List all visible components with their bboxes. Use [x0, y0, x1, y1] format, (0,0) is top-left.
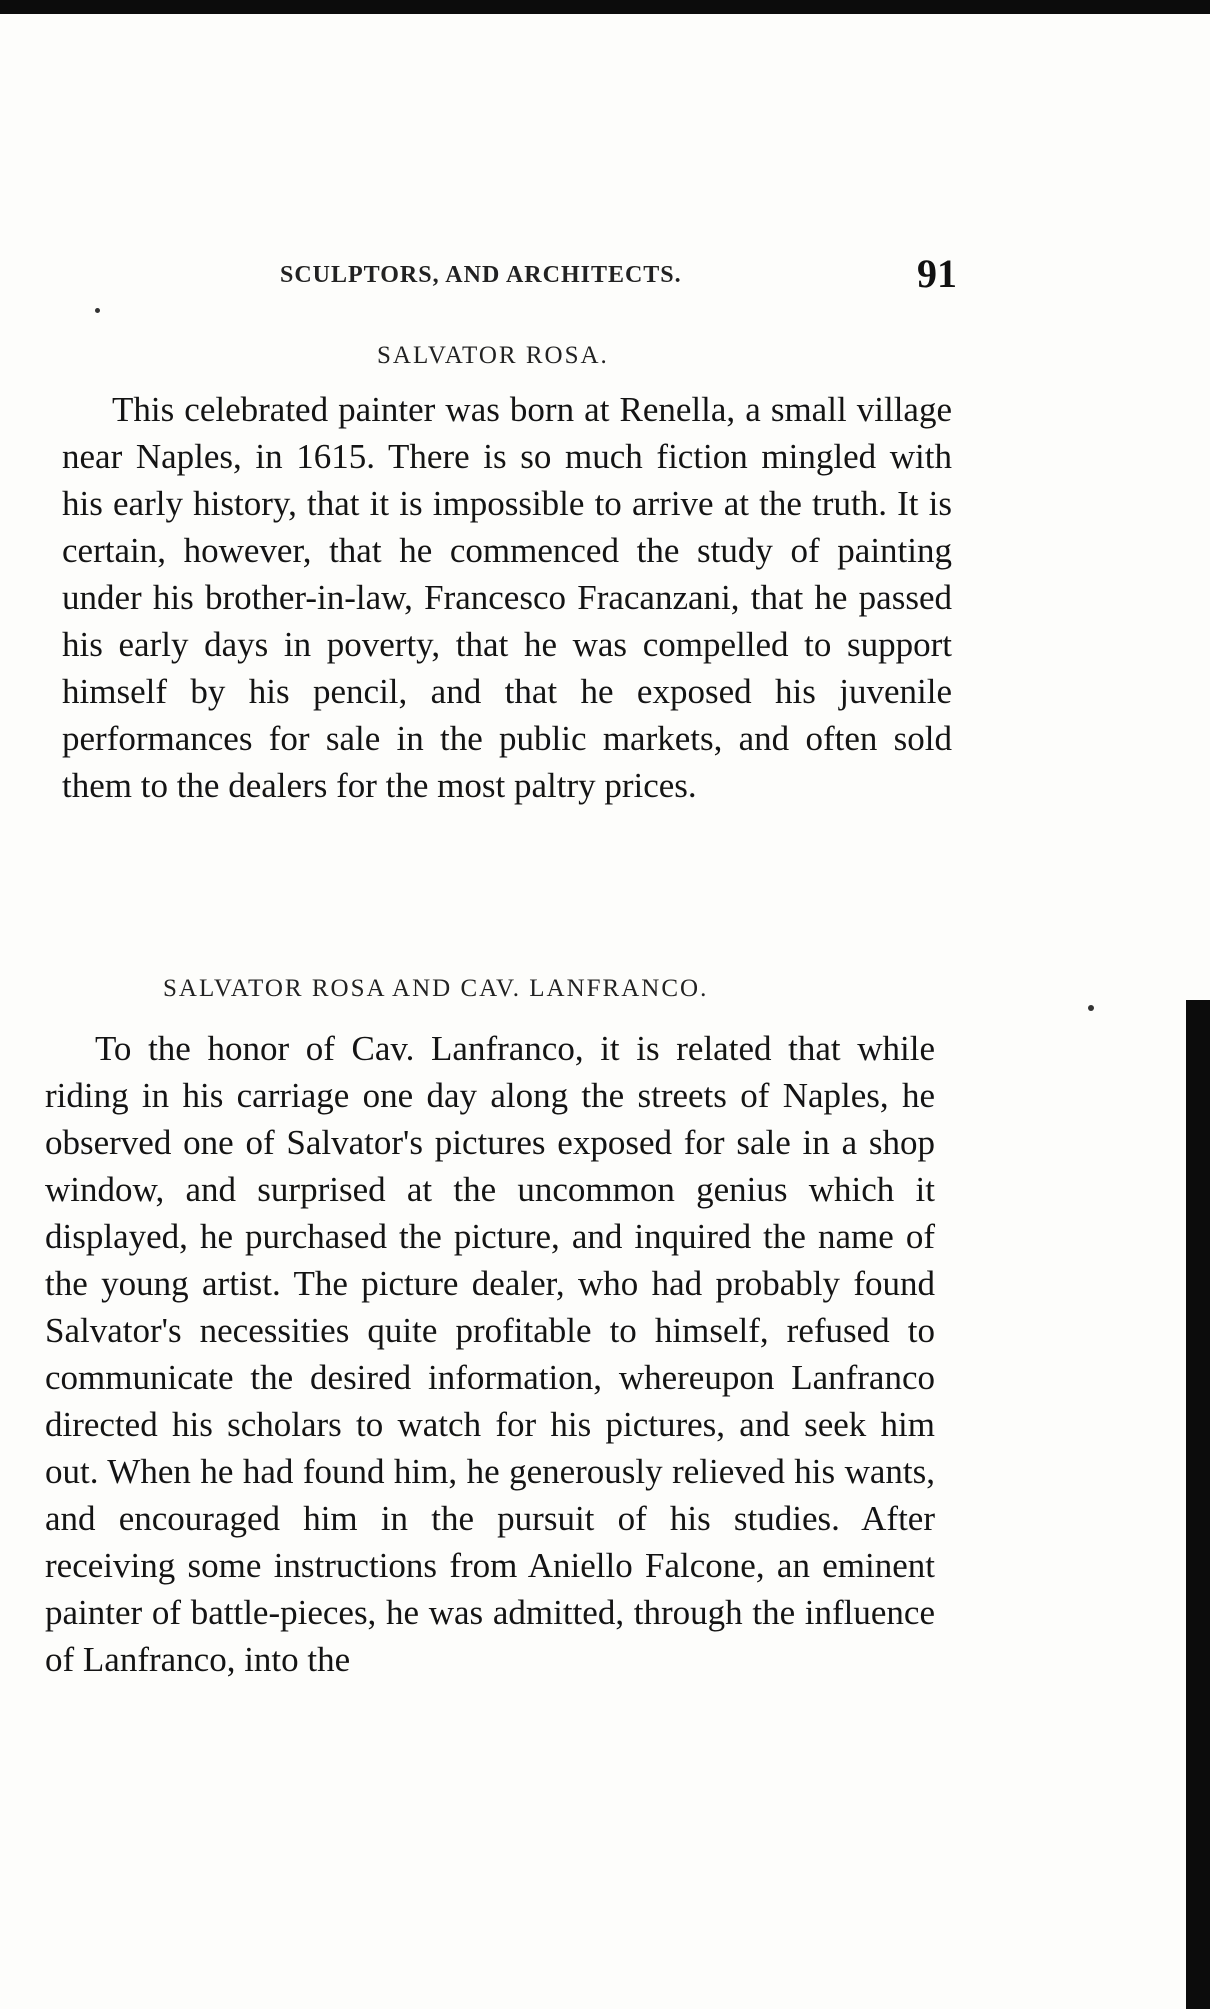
section-title: SALVATOR ROSA.	[377, 342, 609, 369]
section-paragraph: This celebrated painter was born at Renella, a small village near Naples, in 1615. There is so much fiction mingled with his early history, that it is impossible to arrive at the truth. It is certain, however, that he commenced the study of painting under his brother-in-law, Francesco Fracanzani, that he passed his early days in poverty, that he was compelled to support himself by his pencil, and that he exposed his juvenile performances for sale in the public markets, and often sold them to the dealers for the most paltry prices.	[62, 390, 952, 805]
section-title: SALVATOR ROSA AND CAV. LANFRANCO.	[163, 975, 709, 1002]
running-head: SCULPTORS, AND ARCHITECTS.	[280, 262, 682, 288]
scan-top-border	[0, 0, 1210, 14]
scan-speck	[1088, 1005, 1094, 1011]
page-number: 91	[917, 251, 957, 296]
scan-speck	[95, 308, 100, 313]
section-paragraph: To the honor of Cav. Lanfranco, it is related that while riding in his carriage one day along the streets of Naples, he observed one of Salvator's pictures exposed for sale in a shop window, and surprised at the uncommon genius which it displayed, he purchased the picture, and inquired the name of the young artist. The picture dealer, who had probably found Salvator's necessities quite profitable to himself, refused to communicate the desired information, whereupon Lanfranco directed his scholars to watch for his pictures, and seek him out. When he had found him, he generously relieved his wants, and encouraged him in the pursuit of his studies. After receiving some instructions from Aniello Falcone, an eminent painter of battle-pieces, he was admitted, through the influence of Lanfranco, into the	[45, 1029, 935, 1679]
scan-right-border	[1186, 1000, 1210, 2009]
